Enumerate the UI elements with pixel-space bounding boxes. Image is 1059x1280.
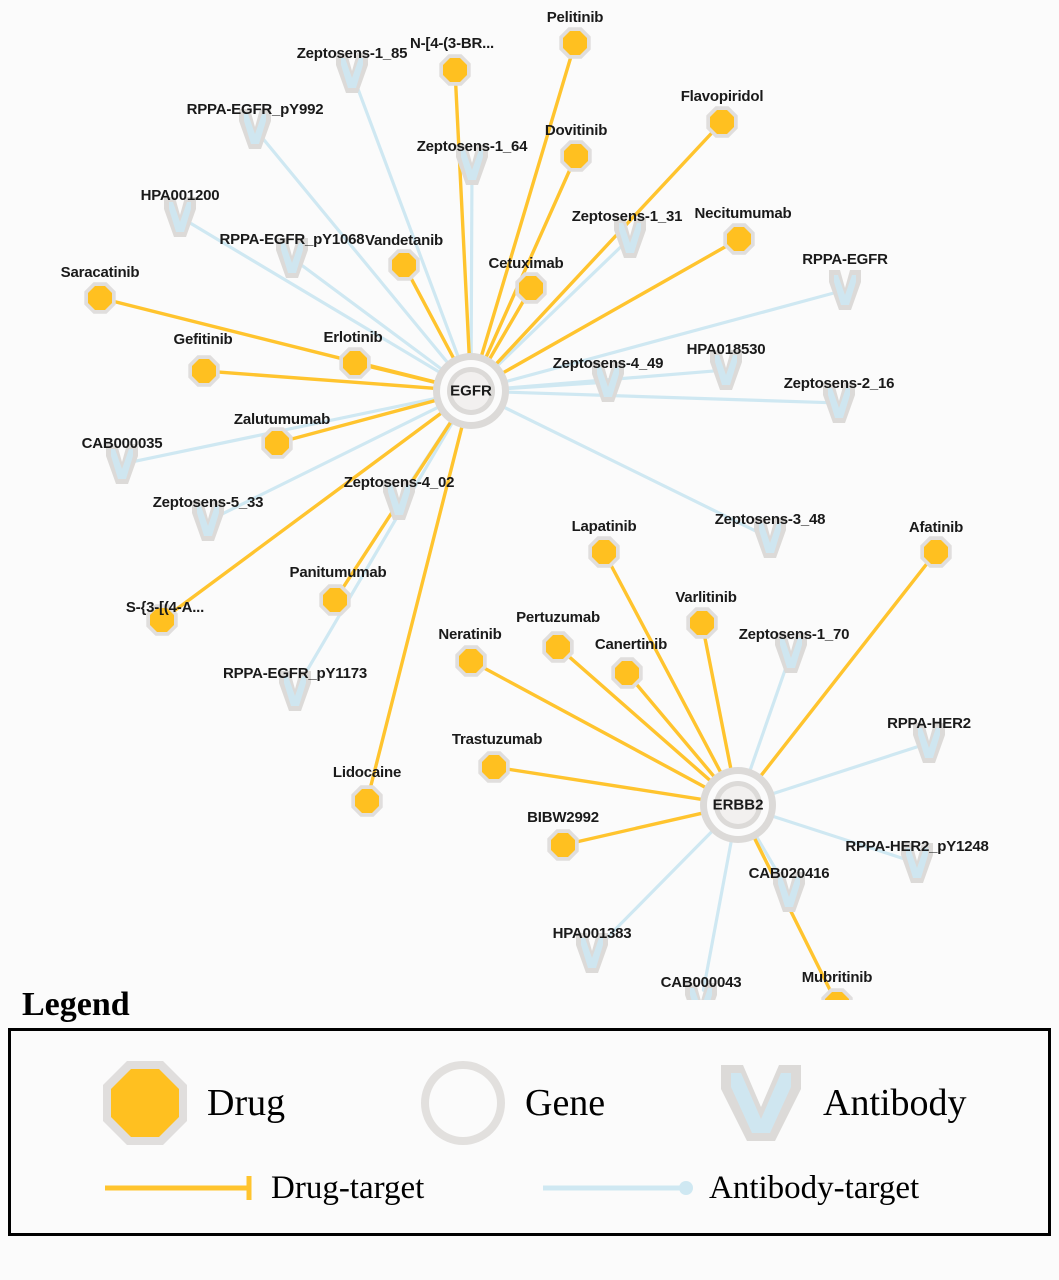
legend-edge-drug-target xyxy=(101,1171,424,1205)
node-label: Zeptosens-4_49 xyxy=(552,355,664,372)
node-label: Afatinib xyxy=(908,519,964,536)
gene-icon xyxy=(415,1055,511,1151)
node-label: Flavopiridol xyxy=(680,88,764,105)
drug-node[interactable] xyxy=(339,347,370,378)
node-label: Varlitinib xyxy=(675,589,737,606)
node-label: Lidocaine xyxy=(332,764,402,781)
node-label: Pertuzumab xyxy=(516,609,600,626)
drug-node[interactable] xyxy=(588,536,619,567)
drug-node[interactable] xyxy=(723,223,754,254)
node-label: Cetuximab xyxy=(488,255,564,272)
node-label: RPPA-HER2_pY1248 xyxy=(845,838,989,855)
node-label: Necitumumab xyxy=(694,205,792,222)
node-label: Gefitinib xyxy=(173,331,233,348)
drug-icon xyxy=(97,1055,193,1151)
legend-item-antibody xyxy=(713,1055,967,1151)
node-label: Vandetanib xyxy=(364,232,444,249)
antibody-target-edge-icon xyxy=(539,1171,699,1205)
drug-node[interactable] xyxy=(319,584,350,615)
node-label: Zeptosens-4_02 xyxy=(343,474,455,491)
drug-node[interactable] xyxy=(547,829,578,860)
drug-target-edge-icon xyxy=(101,1171,261,1205)
legend-box xyxy=(8,1028,1051,1236)
node-label: Zeptosens-1_85 xyxy=(296,45,408,62)
legend-label-antibody: Antibody xyxy=(823,1082,967,1124)
gene-label: ERBB2 xyxy=(712,796,764,814)
drug-node[interactable] xyxy=(611,657,642,688)
node-label: Zeptosens-3_48 xyxy=(714,511,826,528)
drug-node[interactable] xyxy=(188,355,219,386)
legend-item-gene xyxy=(415,1055,605,1151)
node-label: CAB000043 xyxy=(660,974,742,991)
node-label: HPA018530 xyxy=(686,341,766,358)
node-label: Zalutumumab xyxy=(233,411,331,428)
drug-node[interactable] xyxy=(706,106,737,137)
node-label: CAB020416 xyxy=(748,865,830,882)
drug-node[interactable] xyxy=(455,645,486,676)
node-label: Panitumumab xyxy=(289,564,387,581)
node-label: RPPA-EGFR xyxy=(802,251,888,268)
node-label: Trastuzumab xyxy=(451,731,543,748)
node-label: Erlotinib xyxy=(323,329,383,346)
drug-node[interactable] xyxy=(560,140,591,171)
legend-edge-label-drug-target: Drug-target xyxy=(271,1169,425,1206)
node-label: Dovitinib xyxy=(544,122,608,139)
legend-edge-label-antibody-target: Antibody-target xyxy=(709,1169,920,1206)
legend-edge-antibody-target xyxy=(539,1171,919,1205)
legend-item-drug xyxy=(97,1055,285,1151)
node-label: HPA001200 xyxy=(140,187,220,204)
node-label: Zeptosens-1_70 xyxy=(738,626,850,643)
drug-node[interactable] xyxy=(920,536,951,567)
legend-label-drug: Drug xyxy=(207,1082,286,1124)
node-label: Mubritinib xyxy=(801,969,873,986)
gene-label: EGFR xyxy=(450,382,492,400)
drug-node[interactable] xyxy=(351,785,382,816)
antibody-icon xyxy=(713,1055,809,1151)
node-label: Zeptosens-5_33 xyxy=(152,494,264,511)
legend-label-gene: Gene xyxy=(525,1082,606,1124)
node-label: HPA001383 xyxy=(552,925,632,942)
legend-title: Legend xyxy=(22,986,130,1023)
node-label: N-[4-(3-BR... xyxy=(409,35,495,52)
node-label: Zeptosens-1_31 xyxy=(571,208,683,225)
node-label: Pelitinib xyxy=(546,9,604,26)
node-label: Zeptosens-1_64 xyxy=(416,138,528,155)
drug-node[interactable] xyxy=(388,249,419,280)
drug-node[interactable] xyxy=(559,27,590,58)
node-label: Neratinib xyxy=(438,626,502,643)
node-label: S-{3-[(4-A... xyxy=(125,599,205,616)
node-label: RPPA-HER2 xyxy=(887,715,971,732)
node-label: BIBW2992 xyxy=(527,809,599,826)
drug-node[interactable] xyxy=(686,607,717,638)
node-label: RPPA-EGFR_pY1068 xyxy=(219,231,365,248)
node-label: Lapatinib xyxy=(571,518,637,535)
legend xyxy=(8,988,1051,1236)
drug-node[interactable] xyxy=(542,631,573,662)
node-label: Saracatinib xyxy=(60,264,140,281)
node-label: Zeptosens-2_16 xyxy=(783,375,895,392)
drug-node[interactable] xyxy=(478,751,509,782)
drug-node[interactable] xyxy=(261,427,292,458)
node-label: RPPA-EGFR_pY1173 xyxy=(222,665,368,682)
node-label: CAB000035 xyxy=(81,435,163,452)
node-label: Canertinib xyxy=(594,636,668,653)
drug-node[interactable] xyxy=(84,282,115,313)
antibody-node[interactable] xyxy=(829,270,861,310)
node-label: RPPA-EGFR_pY992 xyxy=(186,101,324,118)
drug-node[interactable] xyxy=(439,54,470,85)
drug-node[interactable] xyxy=(515,272,546,303)
